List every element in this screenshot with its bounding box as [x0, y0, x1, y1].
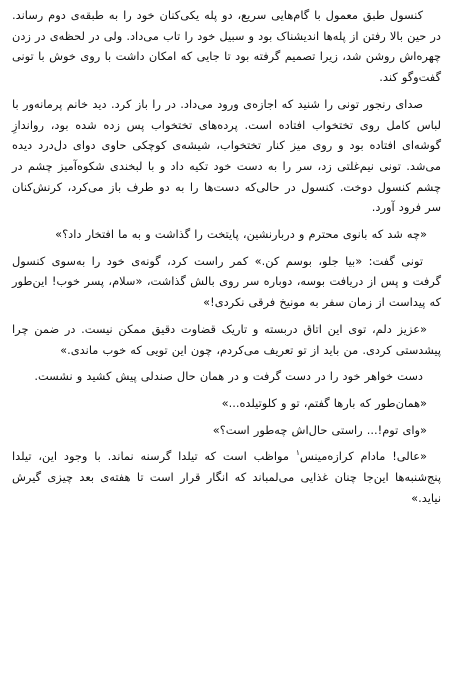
paragraph-how-is-she: «وای توم!... راستی حال‌اش چه‌طور است؟»: [212, 422, 427, 437]
paragraph-tony-on-bed: صدای رنجور تونی را شنید که اجازه‌ی ورود می‌داد. در را باز کرد. دید خانم پرمانه‌ور با لباس کامل روی تختخواب افتاده است. پرده‌های تختخواب پس زده شده بود، رواندازِ گوشه‌ای افتاده بود و روی میز کنار تختخواب، شیشه‌ی کوچکی حاوی دوای دل‌درد دیده می‌شد. تونی نیم‌غلتی زد، سر را به دست خود تکیه داد و با لبخندی شکوه‌آمیز چشم در چشم کنسول دوخت. کنسول در حالی‌که دست‌ها را به دو طرف باز می‌کرد، کرنش‌کنان سر فرود آورد.: [12, 96, 441, 215]
paragraph-consul-climbing-stairs: کنسول طبق معمول با گام‌هایی سریع، دو پله یکی‌کنان خود را به طبقه‌ی دوم رساند. در حین بالا رفتن از پله‌ها اندیشناک بود و سبیل خود را تاب می‌داد. ولی در لحظه‌ی در زدن چهره‌اش روشن شد، زیرا تصمیم گرفته بود تا جایی که امکان داشت با روی خوش با تونی گفت‌وگو کند.: [12, 8, 441, 85]
paragraph-tony-kiss: تونی گفت: «بیا جلو، بوسم کن.» کمر راست کرد، گونه‌ی خود را به‌سوی کنسول گرفت و پس از دریافت بوسه، دوباره سر روی بالش گذاشت، «سلام، پسر خوب! این‌طور که پیداست از زمان سفر به مونیخ فرقی نکردی!»: [12, 253, 441, 310]
text-before-footnote: «عالی! مادام کرازه‌مینس: [299, 449, 427, 464]
paragraph-sits-down: دست خواهر خود را در دست گرفت و در همان حال صندلی پیش کشید و نشست.: [34, 369, 423, 384]
footnote-marker: ۱: [295, 448, 300, 458]
paragraph-dark-room: «عزیز دلم، توی این اتاق دربسته و تاریک قضاوت دقیق ممکن نیست. در ضمن چرا پیشدستی کردی. من باید از تو تعریف می‌کردم، چون این تویی که خوب ماندی.»: [12, 321, 441, 357]
paragraph-consul-greeting: «چه شد که بانوی محترم و دربارنشین، پایتخت را گذاشت و به ما افتخار داد؟»: [55, 227, 427, 242]
text-after-footnote: مواظب است که تیلدا گرسنه نماند. با وجود این، تیلدا پنج‌شنبه‌ها این‌جا چنان غذایی می‌لمباند که انگار قرار است تا هفته‌ی بعد چیزی گیرش نیاید.»: [12, 449, 441, 505]
paragraph-clothilde: «همان‌طور که بارها گفتم، تو و کلوتیلده...»: [221, 395, 427, 410]
paragraph-madam-krausemince: [12, 446, 441, 508]
